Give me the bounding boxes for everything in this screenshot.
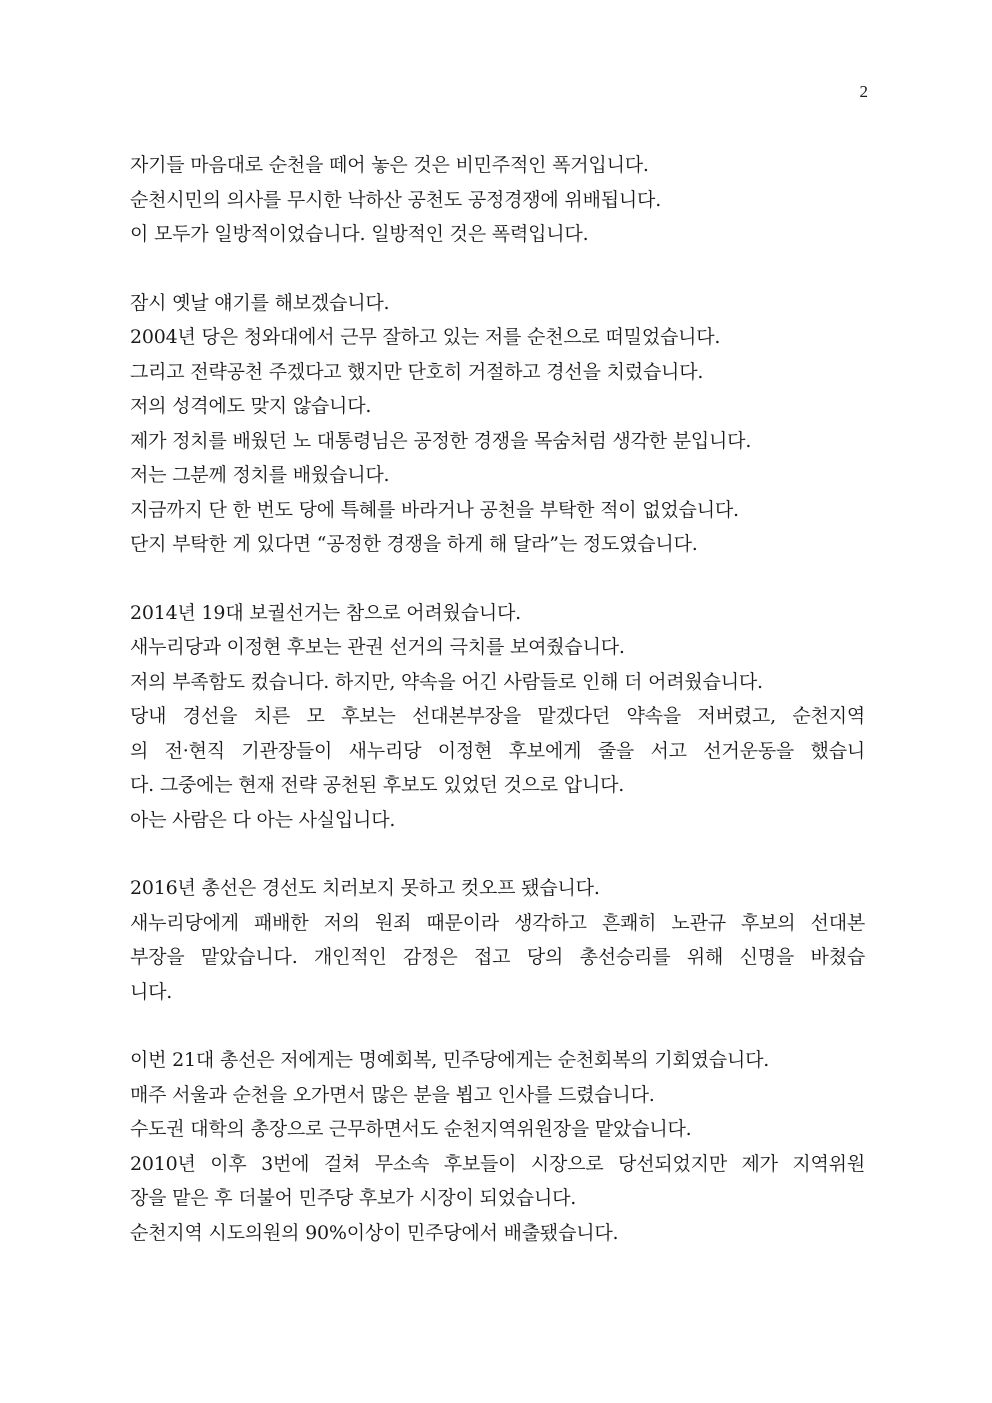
text-line: 그리고 전략공천 주겠다고 했지만 단호히 거절하고 경선을 치렀습니다.	[130, 360, 704, 383]
page-number: 2	[859, 82, 868, 101]
text-line: 저는 그분께 정치를 배웠습니다.	[130, 464, 390, 486]
text-line: 자기들 마음대로 순천을 떼어 놓은 것은 비민주적인 폭거입니다.	[130, 154, 649, 176]
text-line: 아는 사람은 다 아는 사실입니다.	[130, 808, 396, 831]
text-line: 부장을 맡았습니다. 개인적인 감정은 접고 당의 총선승리를 위해 신명을 바쳤습	[130, 946, 865, 968]
paragraph	[130, 286, 865, 562]
text-line: 의 전·현직 기관장들이 새누리당 이정현 후보에게 줄을 서고 선거운동을 했습니	[130, 739, 865, 762]
text-line: 잠시 옛날 얘기를 해보겠습니다.	[130, 291, 390, 314]
text-line: 당내 경선을 치른 모 후보는 선대본부장을 맡겠다던 약속을 저버렸고, 순천지역	[130, 705, 865, 727]
paragraph	[130, 871, 865, 1009]
text-line: 매주 서울과 순천을 오가면서 많은 분을 뵙고 인사를 드렸습니다.	[130, 1083, 655, 1106]
text-line: 단지 부탁한 게 있다면 “공정한 경쟁을 하게 해 달라”는 정도였습니다.	[130, 533, 698, 555]
text-line: 저의 부족함도 컸습니다. 하지만, 약속을 어긴 사람들로 인해 더 어려웠습니다.	[130, 670, 763, 693]
paragraph	[130, 148, 865, 252]
text-line: 지금까지 단 한 번도 당에 특혜를 바라거나 공천을 부탁한 적이 없었습니다.	[130, 498, 739, 521]
paragraph	[130, 1043, 865, 1250]
text-line: 새누리당에게 패배한 저의 원죄 때문이라 생각하고 흔쾌히 노관규 후보의 선대본	[130, 911, 865, 934]
paragraph	[130, 596, 865, 838]
text-line: 다. 그중에는 현재 전략 공천된 후보도 있었던 것으로 압니다.	[130, 774, 625, 796]
text-line: 이 모두가 일방적이었습니다. 일방적인 것은 폭력입니다.	[130, 223, 589, 245]
text-line: 2016년 총선은 경선도 치러보지 못하고 컷오프 됐습니다.	[130, 877, 600, 899]
text-line: 이번 21대 총선은 저에게는 명예회복, 민주당에게는 순천회복의 기회였습니다.	[130, 1049, 770, 1071]
text-line: 니다.	[130, 980, 173, 1003]
text-line: 새누리당과 이정현 후보는 관권 선거의 극치를 보여줬습니다.	[130, 636, 625, 658]
document-body	[130, 148, 865, 1284]
text-line: 순천시민의 의사를 무시한 낙하산 공천도 공정경쟁에 위배됩니다.	[130, 188, 662, 211]
text-line: 2014년 19대 보궐선거는 참으로 어려웠습니다.	[130, 601, 521, 624]
text-line: 2004년 당은 청와대에서 근무 잘하고 있는 저를 순천으로 떠밀었습니다.	[130, 326, 721, 348]
text-line: 장을 맡은 후 더불어 민주당 후보가 시장이 되었습니다.	[130, 1187, 577, 1209]
text-line: 수도권 대학의 총장으로 근무하면서도 순천지역위원장을 맡았습니다.	[130, 1118, 692, 1140]
text-line: 저의 성격에도 맞지 않습니다.	[130, 395, 372, 417]
text-line: 제가 정치를 배웠던 노 대통령님은 공정한 경쟁을 목숨처럼 생각한 분입니다.	[130, 429, 752, 452]
text-line: 2010년 이후 3번에 걸쳐 무소속 후보들이 시장으로 당선되었지만 제가 지역위원	[130, 1152, 865, 1175]
text-line: 순천지역 시도의원의 90%이상이 민주당에서 배출됐습니다.	[130, 1221, 619, 1244]
